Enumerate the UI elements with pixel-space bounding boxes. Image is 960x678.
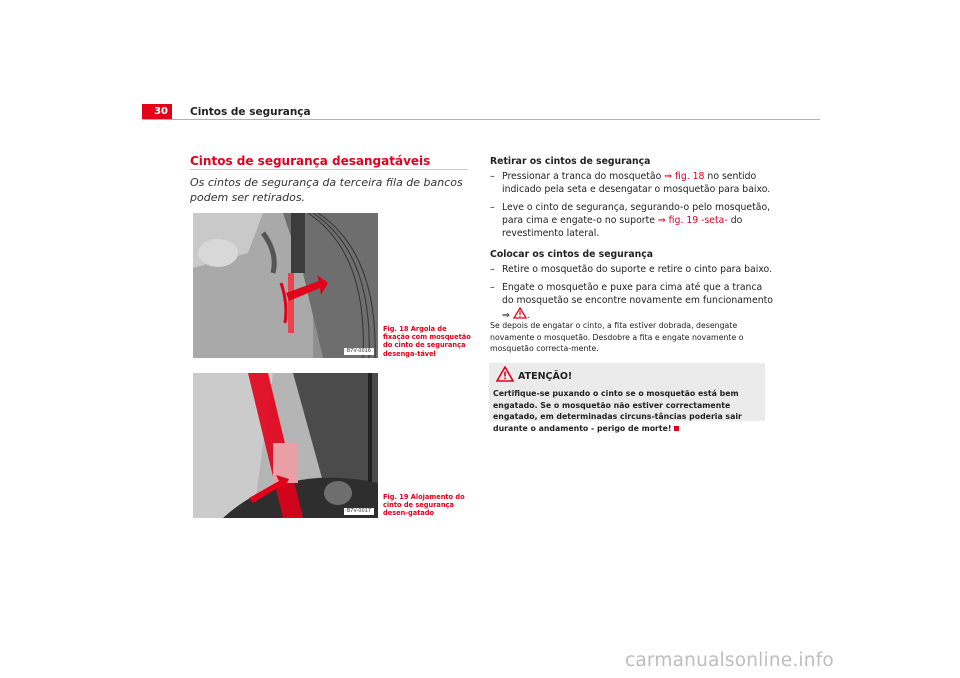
step-dash: – [490, 264, 495, 275]
figure-19-photo [193, 373, 378, 518]
attach-step-2 [490, 281, 775, 322]
figure-18-illustration [193, 213, 378, 358]
page-number: 30 [142, 104, 172, 120]
figure-19-illustration [193, 373, 378, 518]
warning-triangle-icon[interactable] [513, 307, 527, 319]
watermark: carmanualsonline.info [625, 650, 834, 671]
step-dash: – [490, 171, 495, 182]
warning-title: ATENÇÃO! [518, 371, 573, 382]
remove-step-1 [490, 170, 775, 196]
attach-step-1-text: Retire o mosquetão do suporte e retire o cinto para baixo. [502, 264, 773, 275]
end-marker-icon [674, 426, 679, 431]
section-divider [190, 169, 468, 170]
figure-18-photo [193, 213, 378, 358]
figure-19-caption: Fig. 19 Alojamento do cinto de segurança desen-gatado [383, 493, 465, 518]
remove-heading: Retirar os cintos de segurança [490, 156, 651, 167]
attach-step-1 [490, 263, 775, 276]
remove-step-2-text: Leve o cinto de segurança, segurando-o pelo mosquetão, para cima e engate-o no suporte ⇒ fig. 19 -seta- do revestimento lateral. [502, 202, 771, 239]
remove-step-2 [490, 201, 775, 240]
section-title: Cintos de segurança desangatáveis [190, 154, 431, 168]
figure-18-code: B7V-0016 [344, 348, 374, 355]
remove-step-1-text: Pressionar a tranca do mosquetão ⇒ fig. 18 no sentido indicado pela seta e desengatar o mosquetão para baixo. [502, 171, 771, 195]
header-divider [142, 119, 820, 120]
warning-text: Certifique-se puxando o cinto se o mosquetão está bem engatado. Se o mosquetão não estiver correctamente engatado, em determinadas circuns-tâncias poderia sair durante o andamento - perigo de morte! [493, 389, 742, 433]
warning-triangle-icon [496, 366, 514, 382]
note-text: Se depois de engatar o cinto, a fita estiver dobrada, desengate novamente o mosquetão. Desdobre a fita e engate novamente o mosquetão correcta-mente. [490, 321, 744, 353]
attach-step-2-text: Engate o mosquetão e puxe para cima até que a tranca do mosquetão se encontre novamente em funcionamento ⇒ . [502, 282, 773, 321]
section-intro: Os cintos de segurança da terceira fila de bancos podem ser retirados. [190, 176, 463, 204]
figure-18-reference[interactable]: ⇒ fig. 18 [664, 171, 705, 182]
figure-18-caption: Fig. 18 Argola de fixação com mosquetão do cinto de segurança desenga-tável [383, 325, 471, 358]
figure-19-code: B7V-0017 [344, 508, 374, 515]
step-dash: – [490, 202, 495, 213]
figure-19-reference[interactable]: ⇒ fig. 19 -seta- [657, 215, 728, 226]
page-header-title: Cintos de segurança [190, 106, 311, 118]
step-dash: – [490, 282, 495, 293]
attach-heading: Colocar os cintos de segurança [490, 249, 654, 260]
